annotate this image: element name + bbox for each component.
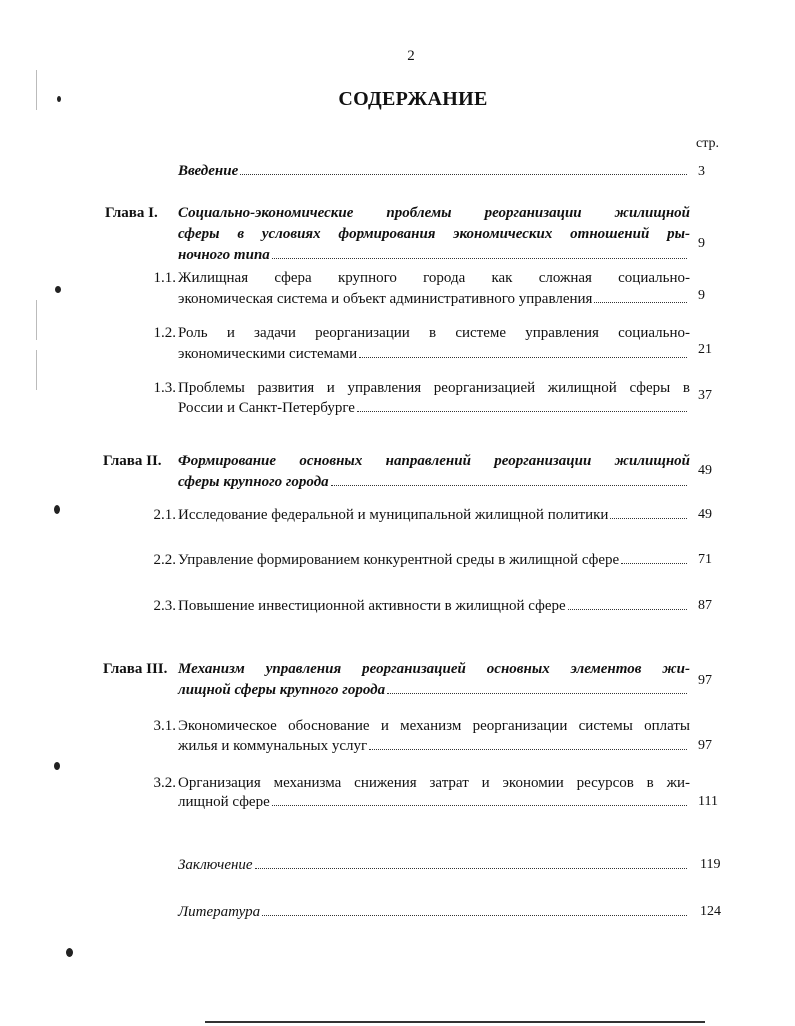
section-2-1-page: 49 bbox=[698, 507, 712, 522]
chapter-1-title-line-3[interactable]: ночного типа bbox=[178, 245, 690, 266]
section-2-3-number: 2.3. bbox=[153, 598, 176, 614]
page-title: СОДЕРЖАНИЕ bbox=[338, 88, 488, 110]
chapter-3-title-line-1: Механизм управления реорганизацией основных элементов жи- bbox=[178, 661, 690, 677]
chapter-3-label: Глава III. bbox=[103, 661, 168, 677]
toc-literature[interactable] bbox=[178, 902, 690, 923]
section-1-2-line-2[interactable]: экономическими системами bbox=[178, 344, 690, 365]
section-2-3-line-1[interactable]: Повышение инвестиционной активности в жилищной сфере bbox=[178, 596, 690, 617]
intro-page: 3 bbox=[698, 164, 705, 179]
section-1-3-page: 37 bbox=[698, 388, 712, 403]
chapter-3-title-line-2[interactable]: лищной сферы крупного города bbox=[178, 680, 690, 701]
intro-label: Введение bbox=[178, 163, 239, 179]
section-2-2-line-1[interactable]: Управление формированием конкурентной среды в жилищной сфере bbox=[178, 550, 690, 571]
page-number: 2 bbox=[407, 48, 415, 64]
section-1-1-line-1: Жилищная сфера крупного города как сложная социально- bbox=[178, 270, 690, 286]
chapter-1-title-line-1: Социально-экономические проблемы реорганизации жилищной bbox=[178, 205, 690, 221]
section-1-3-number: 1.3. bbox=[153, 380, 176, 396]
section-3-1-line-2[interactable]: жилья и коммунальных услуг bbox=[178, 736, 690, 757]
section-2-2-number: 2.2. bbox=[153, 552, 176, 568]
section-2-2-page: 71 bbox=[698, 552, 712, 567]
toc-intro[interactable] bbox=[178, 161, 690, 182]
section-3-2-line-1: Организация механизма снижения затрат и экономии ресурсов в жи- bbox=[178, 775, 690, 791]
section-1-1-line-2[interactable]: экономическая система и объект административного управления bbox=[178, 289, 690, 310]
toc-conclusion[interactable] bbox=[178, 855, 690, 876]
chapter-2-page: 49 bbox=[698, 463, 712, 478]
section-2-3-page: 87 bbox=[698, 598, 712, 613]
section-3-1-line-1: Экономическое обоснование и механизм реорганизации системы оплаты bbox=[178, 718, 690, 734]
chapter-2-title-line-1: Формирование основных направлений реорганизации жилищной bbox=[178, 453, 690, 469]
section-1-1-number: 1.1. bbox=[153, 270, 176, 286]
conclusion-page: 119 bbox=[700, 857, 721, 872]
chapter-1-label: Глава I. bbox=[105, 205, 158, 221]
section-1-3-line-1: Проблемы развития и управления реорганизацией жилищной сферы в bbox=[178, 380, 690, 396]
section-3-2-page: 111 bbox=[698, 794, 718, 809]
literature-label: Литература bbox=[178, 904, 261, 920]
chapter-3-page: 97 bbox=[698, 673, 712, 688]
section-3-2-number: 3.2. bbox=[153, 775, 176, 791]
chapter-1-page: 9 bbox=[698, 236, 705, 251]
section-1-1-page: 9 bbox=[698, 288, 705, 303]
section-1-2-page: 21 bbox=[698, 342, 712, 357]
section-3-1-number: 3.1. bbox=[153, 718, 176, 734]
section-3-1-page: 97 bbox=[698, 738, 712, 753]
chapter-2-title-line-2[interactable]: сферы крупного города bbox=[178, 472, 690, 493]
section-1-2-line-1: Роль и задачи реорганизации в системе управления социально- bbox=[178, 325, 690, 341]
section-2-1-number: 2.1. bbox=[153, 507, 176, 523]
section-1-3-line-2[interactable]: России и Санкт-Петербурге bbox=[178, 398, 690, 419]
conclusion-label: Заключение bbox=[178, 857, 253, 873]
chapter-2-label: Глава II. bbox=[103, 453, 162, 469]
page-column-label: стр. bbox=[696, 136, 720, 151]
section-1-2-number: 1.2. bbox=[153, 325, 176, 341]
chapter-1-title-line-2: сферы в условиях формирования экономических отношений ры- bbox=[178, 226, 690, 242]
section-2-1-line-1[interactable]: Исследование федеральной и муниципальной жилищной политики bbox=[178, 505, 690, 526]
literature-page: 124 bbox=[700, 904, 721, 919]
section-3-2-line-2[interactable]: лищной сфере bbox=[178, 792, 690, 813]
